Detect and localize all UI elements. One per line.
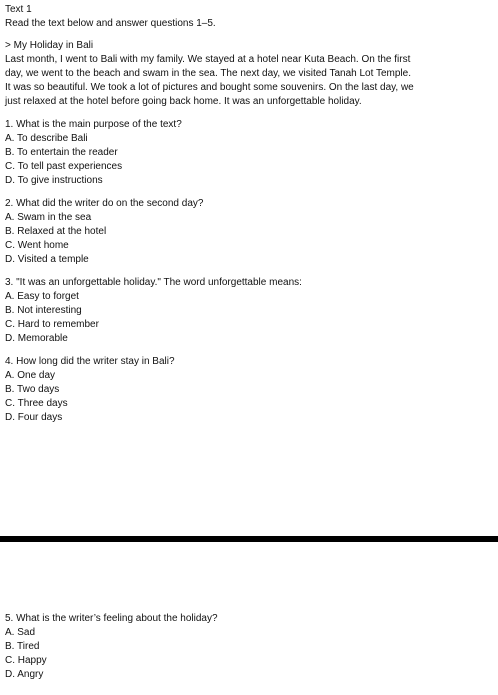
answer-option: C. To tell past experiences [5, 161, 123, 172]
question-2 [5, 197, 493, 267]
question-3 [5, 276, 493, 346]
answer-option: A. Swam in the sea [5, 212, 92, 223]
answer-option: A. One day [5, 370, 56, 381]
passage-line: It was so beautiful. We took a lot of pictures and bought some souvenirs. On the last day, we [5, 82, 414, 93]
page-divider [0, 536, 498, 542]
answer-option: C. Three days [5, 398, 68, 409]
question-prompt: 4. How long did the writer stay in Bali? [5, 356, 175, 367]
passage-line: day, we went to the beach and swam in the sea. The next day, we visited Tanah Lot Temple. [5, 68, 411, 79]
passage-line: Last month, I went to Bali with my family. We stayed at a hotel near Kuta Beach. On the first [5, 54, 411, 65]
upper-section [5, 3, 493, 425]
passage-heading: > My Holiday in Bali [5, 40, 94, 51]
reading-passage [5, 39, 493, 109]
answer-option: D. Visited a temple [5, 254, 89, 265]
question-4 [5, 355, 493, 425]
answer-option: D. Four days [5, 412, 63, 423]
answer-option: C. Went home [5, 240, 69, 251]
question-1 [5, 118, 493, 188]
answer-option: D. Memorable [5, 333, 68, 344]
question-5 [5, 612, 493, 682]
answer-option: A. Sad [5, 627, 36, 638]
answer-option: A. Easy to forget [5, 291, 79, 302]
answer-option: B. Two days [5, 384, 60, 395]
answer-option: C. Hard to remember [5, 319, 99, 330]
question-prompt: 5. What is the writer’s feeling about the holiday? [5, 613, 218, 624]
answer-option: C. Happy [5, 655, 47, 666]
answer-option: A. To describe Bali [5, 133, 88, 144]
answer-option: B. Relaxed at the hotel [5, 226, 107, 237]
answer-option: B. Not interesting [5, 305, 82, 316]
question-prompt: 3. "It was an unforgettable holiday." The word unforgettable means: [5, 277, 302, 288]
answer-option: B. To entertain the reader [5, 147, 118, 158]
answer-option: B. Tired [5, 641, 40, 652]
passage-line: just relaxed at the hotel before going back home. It was an unforgettable holiday. [5, 96, 362, 107]
question-prompt: 2. What did the writer do on the second day? [5, 198, 204, 209]
lower-section [5, 612, 493, 682]
text-title: Text 1 [5, 4, 32, 15]
question-prompt: 1. What is the main purpose of the text? [5, 119, 182, 130]
answer-option: D. Angry [5, 669, 44, 680]
instruction: Read the text below and answer questions 1–5. [5, 18, 216, 29]
answer-option: D. To give instructions [5, 175, 103, 186]
